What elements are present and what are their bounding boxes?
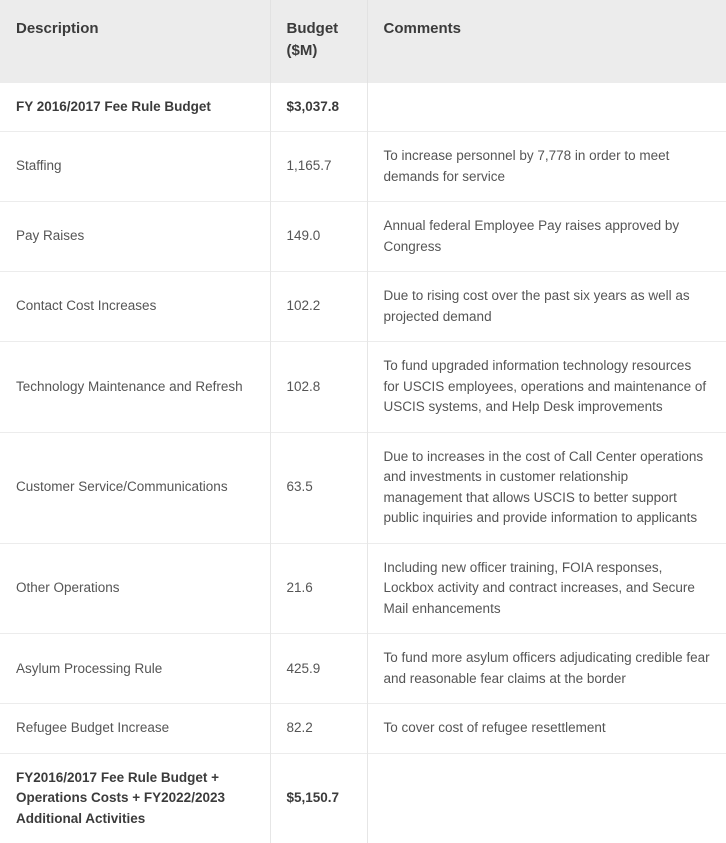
table-row [0,753,726,843]
cell-description: Pay Raises [0,202,270,272]
cell-comments [367,753,726,843]
cell-comments: Including new officer training, FOIA responses, Lockbox activity and contract increases, and Secure Mail enhancements [367,543,726,634]
cell-description: Customer Service/Communications [0,432,270,543]
cell-comments: Annual federal Employee Pay raises approved by Congress [367,202,726,272]
cell-comments: Due to increases in the cost of Call Center operations and investments in customer relationship management that allows USCIS to better support public inquiries and provide information to applicants [367,432,726,543]
cell-budget: 149.0 [270,202,367,272]
cell-budget: $5,150.7 [270,753,367,843]
table-row [0,432,726,543]
cell-description: FY2016/2017 Fee Rule Budget + Operations Costs + FY2022/2023 Additional Activities [0,753,270,843]
cell-comments [367,82,726,132]
table-row [0,342,726,433]
cell-description: Contact Cost Increases [0,272,270,342]
cell-description: Other Operations [0,543,270,634]
cell-description: Asylum Processing Rule [0,634,270,704]
column-header-budget [270,0,367,82]
table-row [0,132,726,202]
cell-comments: To fund upgraded information technology resources for USCIS employees, operations and maintenance of USCIS systems, and Help Desk improvements [367,342,726,433]
cell-comments: To cover cost of refugee resettlement [367,704,726,754]
cell-description: Refugee Budget Increase [0,704,270,754]
table-row [0,543,726,634]
cell-comments: To increase personnel by 7,778 in order to meet demands for service [367,132,726,202]
cell-budget: 425.9 [270,634,367,704]
table-row [0,272,726,342]
cell-budget: 1,165.7 [270,132,367,202]
column-header-description: Description [0,0,270,82]
table-header [0,0,726,82]
cell-budget: 102.8 [270,342,367,433]
cell-budget: $3,037.8 [270,82,367,132]
table-row [0,82,726,132]
table-row [0,202,726,272]
table-row [0,704,726,754]
cell-description: Technology Maintenance and Refresh [0,342,270,433]
cell-description: Staffing [0,132,270,202]
table-header-row [0,0,726,82]
cell-description: FY 2016/2017 Fee Rule Budget [0,82,270,132]
cell-budget: 82.2 [270,704,367,754]
table-row [0,634,726,704]
cell-comments: Due to rising cost over the past six years as well as projected demand [367,272,726,342]
table-body [0,82,726,843]
column-header-budget-line1: Budget [286,20,339,37]
cell-comments: To fund more asylum officers adjudicating credible fear and reasonable fear claims at the border [367,634,726,704]
column-header-budget-line2: ($M) [286,41,318,59]
cell-budget: 63.5 [270,432,367,543]
column-header-comments: Comments [367,0,726,82]
cell-budget: 21.6 [270,543,367,634]
cell-budget: 102.2 [270,272,367,342]
